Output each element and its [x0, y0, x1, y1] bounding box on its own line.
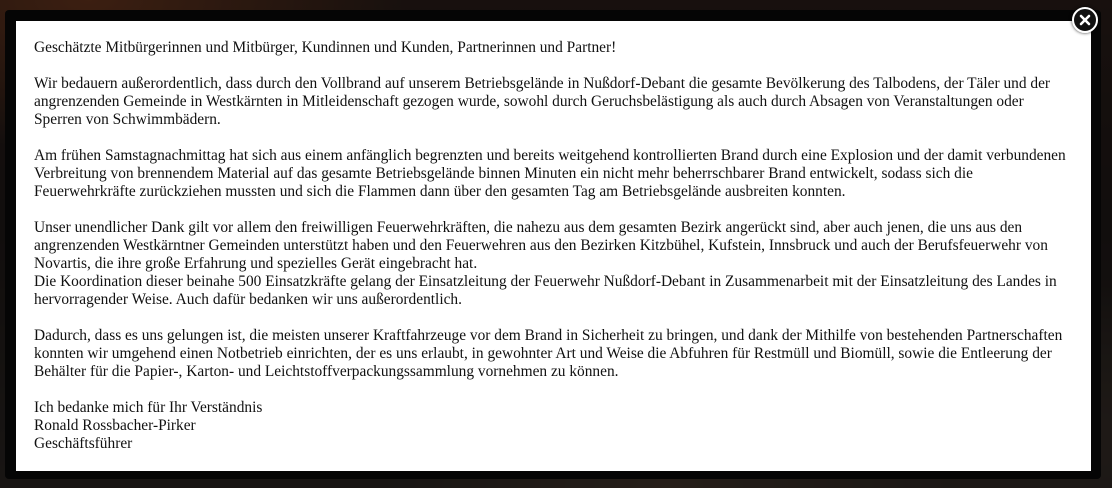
- letter-paragraph-4: Dadurch, dass es uns gelungen ist, die meisten unserer Kraftfahrzeuge vor dem Brand in Sicherheit zu bringen, und dank der Mithilfe von bestehenden Partnerschaften konnten wir umgehend einen Notbetrieb einrichten, der es uns erlaubt, in gewohnter Art und Weise die Abfuhren für Restmüll und Biomüll, sowie die Entleerung der Behälter für die Papier-, Karton- und Leichtstoffverpackungssammlung vornehmen zu können.: [34, 327, 1063, 380]
- letter-signature-title: Geschäftsführer: [34, 435, 133, 452]
- letter-paragraph-3a: Unser unendlicher Dank gilt vor allem den freiwilligen Feuerwehrkräften, die nahezu aus dem gesamten Bezirk angerückt sind, aber auch jenen, die uns aus den angrenzenden Westkärntner Gemeinden unterstützt haben und den Feuerwehren aus den Bezirken Kitzbühel, Kufstein, Innsbruck und auch der Berufsfeuerwehr von Novartis, die ihre große Erfahrung und spezielles Gerät eingebracht hat.: [34, 219, 1048, 272]
- letter-greeting: Geschätzte Mitbürgerinnen und Mitbürger, Kundinnen und Kunden, Partnerinnen und Partner!: [34, 39, 617, 56]
- letter-paragraph-1: Wir bedauern außerordentlich, dass durch den Vollbrand auf unserem Betriebsgelände in Nußdorf-Debant die gesamte Bevölkerung des Talbodens, der Täler und der angrenzenden Gemeinde in Westkärnten in Mitleidenschaft gezogen wurde, sowohl durch Geruchsbelästigung als auch durch Absagen von Veranstaltungen oder Sperren von Schwimmbädern.: [34, 75, 1051, 128]
- letter-paragraph-2: Am frühen Samstagnachmittag hat sich aus einem anfänglich begrenzten und bereits weitgehend kontrollierten Brand durch eine Explosion und der damit verbundenen Verbreitung von brennendem Material auf das gesamte Betriebsgelände binnen Minuten ein nicht mehr beherrschbarer Brand entwickelt, sodass sich die Feuerwehrkräfte zurückziehen mussten und sich die Flammen dann über den gesamten Tag am Betriebsgelände ausbreiten konnten.: [34, 147, 1066, 200]
- modal-dialog: [5, 10, 1101, 479]
- modal-content: [16, 21, 1091, 471]
- close-icon: [1079, 14, 1091, 26]
- close-button[interactable]: [1072, 7, 1098, 33]
- letter-paragraph-3b: Die Koordination dieser beinahe 500 Einsatzkräfte gelang der Einsatzleitung der Feuerwehr Nußdorf-Debant in Zusammenarbeit mit der Einsatzleitung des Landes in hervorragender Weise. Auch dafür bedanken wir uns außerordentlich.: [34, 273, 1057, 308]
- letter-signature-name: Ronald Rossbacher-Pirker: [34, 417, 196, 434]
- letter-closing: Ich bedanke mich für Ihr Verständnis: [34, 399, 263, 416]
